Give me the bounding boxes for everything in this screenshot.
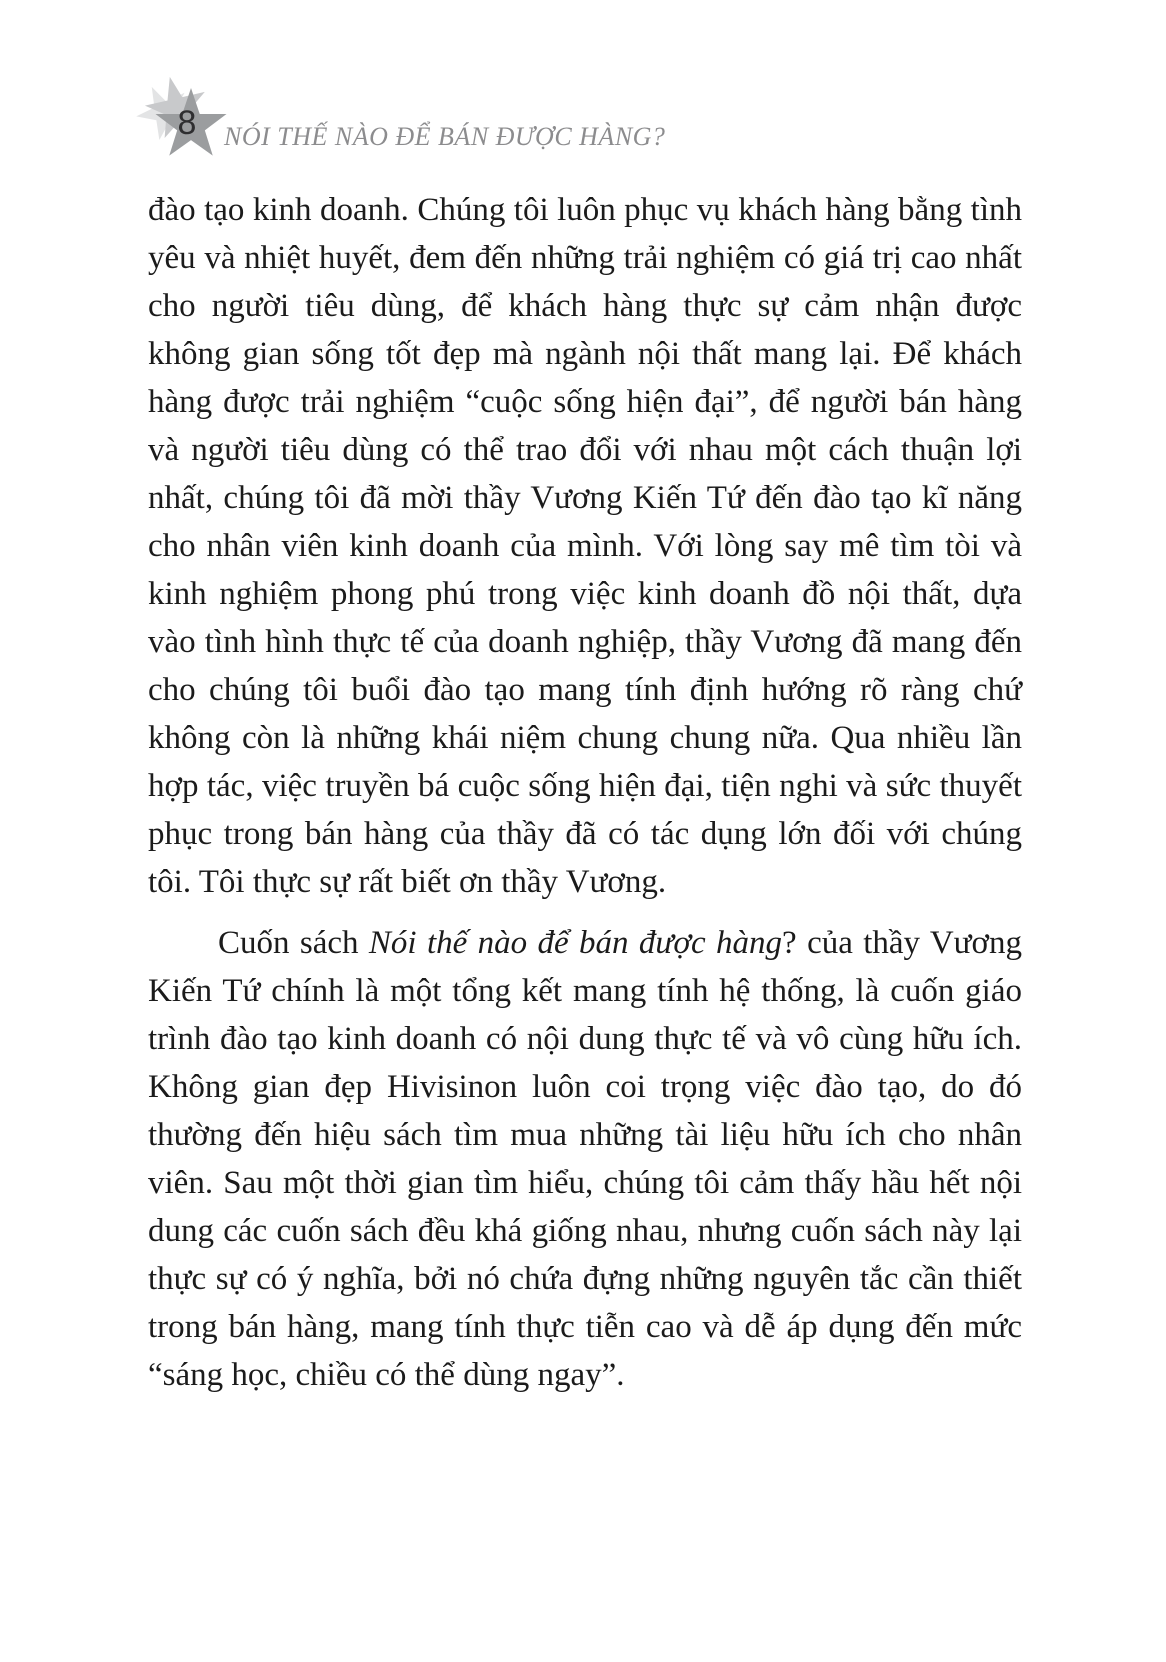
page-body bbox=[148, 186, 1022, 1399]
paragraph bbox=[148, 919, 1022, 1399]
running-title: NÓI THẾ NÀO ĐỂ BÁN ĐƯỢC HÀNG? bbox=[224, 122, 666, 151]
text-segment: Cuốn sách bbox=[218, 925, 369, 961]
text-segment: đào tạo kinh doanh. Chúng tôi luôn phục vụ khách hàng bằng tình yêu và nhiệt huyết, đem đến những trải nghiệm có giá trị cao nhất cho người tiêu dùng, để khách hàng thực sự cảm nhận được không gian sống tốt đẹp mà ngành nội thất mang lại. Để khách hàng được trải nghiệm “cuộc sống hiện đại”, để người bán hàng và người tiêu dùng có thể trao đổi với nhau một cách thuận lợi nhất, chúng tôi đã mời thầy Vương Kiến Tứ đến đào tạo kĩ năng cho nhân viên kinh doanh của mình. Với lòng say mê tìm tòi và kinh nghiệm phong phú trong việc kinh doanh đồ nội thất, dựa vào tình hình thực tế của doanh nghiệp, thầy Vương đã mang đến cho chúng tôi buổi đào tạo mang tính định hướng rõ ràng chứ không còn là những khái niệm chung chung nữa. Qua nhiều lần hợp tác, việc truyền bá cuộc sống hiện đại, tiện nghi và sức thuyết phục trong bán hàng của thầy đã có tác dụng lớn đối với chúng tôi. Tôi thực sự rất biết ơn thầy Vương. bbox=[148, 192, 1022, 900]
paragraph bbox=[148, 186, 1022, 906]
page-number: 8 bbox=[177, 103, 197, 142]
text-segment: ? của thầy Vương Kiến Tứ chính là một tổng kết mang tính hệ thống, là cuốn giáo trình đào tạo kinh doanh có nội dung thực tế và vô cùng hữu ích. Không gian đẹp Hivisinon luôn coi trọng việc đào tạo, do đó thường đến hiệu sách tìm mua những tài liệu hữu ích cho nhân viên. Sau một thời gian tìm hiểu, chúng tôi cảm thấy hầu hết nội dung các cuốn sách đều khá giống nhau, nhưng cuốn sách này lại thực sự có ý nghĩa, bởi nó chứa đựng những nguyên tắc cần thiết trong bán hàng, mang tính thực tiễn cao và dễ áp dụng đến mức “sáng học, chiều có thể dùng ngay”. bbox=[148, 925, 1022, 1393]
book-title-inline: Nói thế nào để bán được hàng bbox=[368, 925, 783, 961]
